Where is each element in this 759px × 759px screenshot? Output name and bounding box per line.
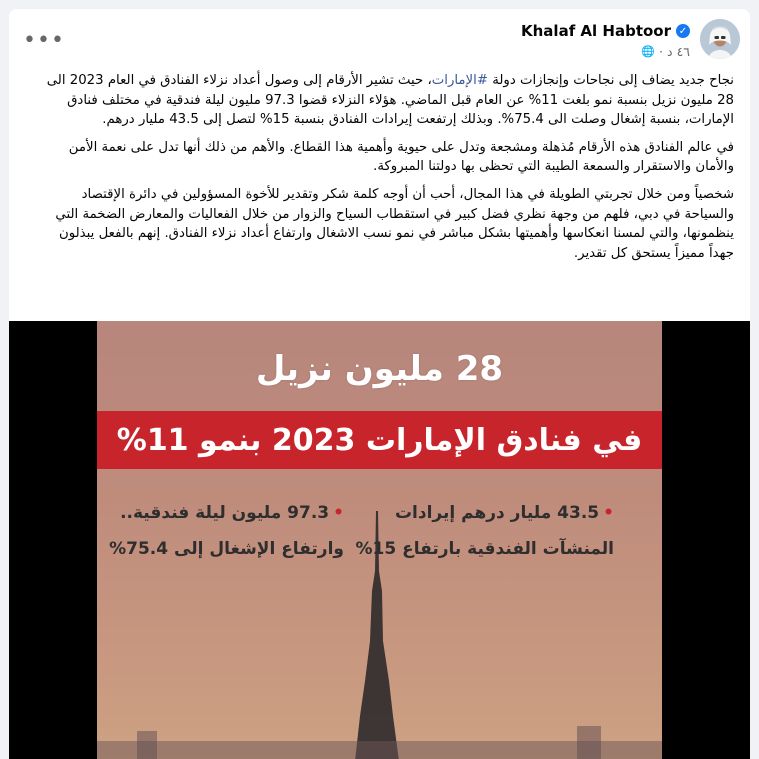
image-headline: 28 مليون نزيل bbox=[255, 349, 504, 389]
author-line bbox=[521, 22, 690, 40]
revenue-stat: •43.5 مليار درهم إيرادات المنشآت الفندقية بارتفاع 15% bbox=[355, 503, 614, 559]
post-paragraph-1: نجاح جديد يضاف إلى نجاحات وإنجازات دولة #الإمارات، حيث تشير الأرقام إلى وصول أعداد نزلاء الفنادق في العام 2023 الى 28 مليون نزيل بنسبة نمو بلغت 11% عن العام قبل الماضي. هؤلاء النزلاء قضوا 97.3 مليون ليلة فندقية في مختلف فنادق الإمارات، بنسبة إشغال وصلت الى 75.4%. وبذلك إرتفعت إيرادات الفنادق بنسبة 15% لتصل إلى 43.5 مليار درهم. bbox=[46, 73, 734, 128]
post-text bbox=[33, 71, 734, 271]
public-globe-icon: 🌐 bbox=[641, 45, 656, 58]
post-meta: ٤٦ د · 🌐 bbox=[641, 44, 690, 59]
post-media[interactable] bbox=[9, 321, 750, 759]
image-banner: في فنادق الإمارات 2023 بنمو 11% bbox=[97, 411, 662, 469]
hashtag-link[interactable]: #الإمارات bbox=[431, 73, 488, 88]
more-options-icon[interactable]: ••• bbox=[23, 27, 65, 53]
nights-stat: •97.3 مليون ليلة فندقية.. وارتفاع الإشغال إلى 75.4% bbox=[109, 503, 344, 559]
post-card bbox=[9, 9, 750, 759]
post-timestamp[interactable]: ٤٦ د bbox=[667, 44, 690, 59]
post-paragraph-3: شخصياً ومن خلال تجربتي الطويلة في هذا المجال، أحب أن أوجه كلمة شكر وتقدير للأخوة المسؤولين في دائرة الإقتصاد والسياحة في دبي، فلهم من وجهة نظري فضل كبير في استقطاب السياح والزوار من خلال الفعاليات والمعارض الضخمة التي ينظمونها، والتي لمسنا انعكاسها وأهميتها بشكل مباشر في نمو نسب الاشغال وارتفاع أعداد نزلاء الفنادق. إنهم بالفعل يبذلون جهداً مميزاً يستحق كل تقدير. bbox=[55, 186, 734, 261]
avatar[interactable] bbox=[700, 19, 740, 59]
author-name[interactable]: Khalaf Al Habtoor bbox=[521, 22, 671, 40]
post-header bbox=[9, 9, 750, 71]
post-image[interactable] bbox=[97, 321, 662, 759]
verified-badge-icon: ✓ bbox=[676, 24, 690, 38]
post-paragraph-2: في عالم الفنادق هذه الأرقام مُذهلة ومشجعة وتدل على حيوية وأهمية هذا القطاع. والأهم من ذلك أنها تدل على نعمة الأمن والأمان والاستقرار والسمعة الطيبة التي تحظى بها دولتنا المبروكة. bbox=[68, 139, 734, 175]
